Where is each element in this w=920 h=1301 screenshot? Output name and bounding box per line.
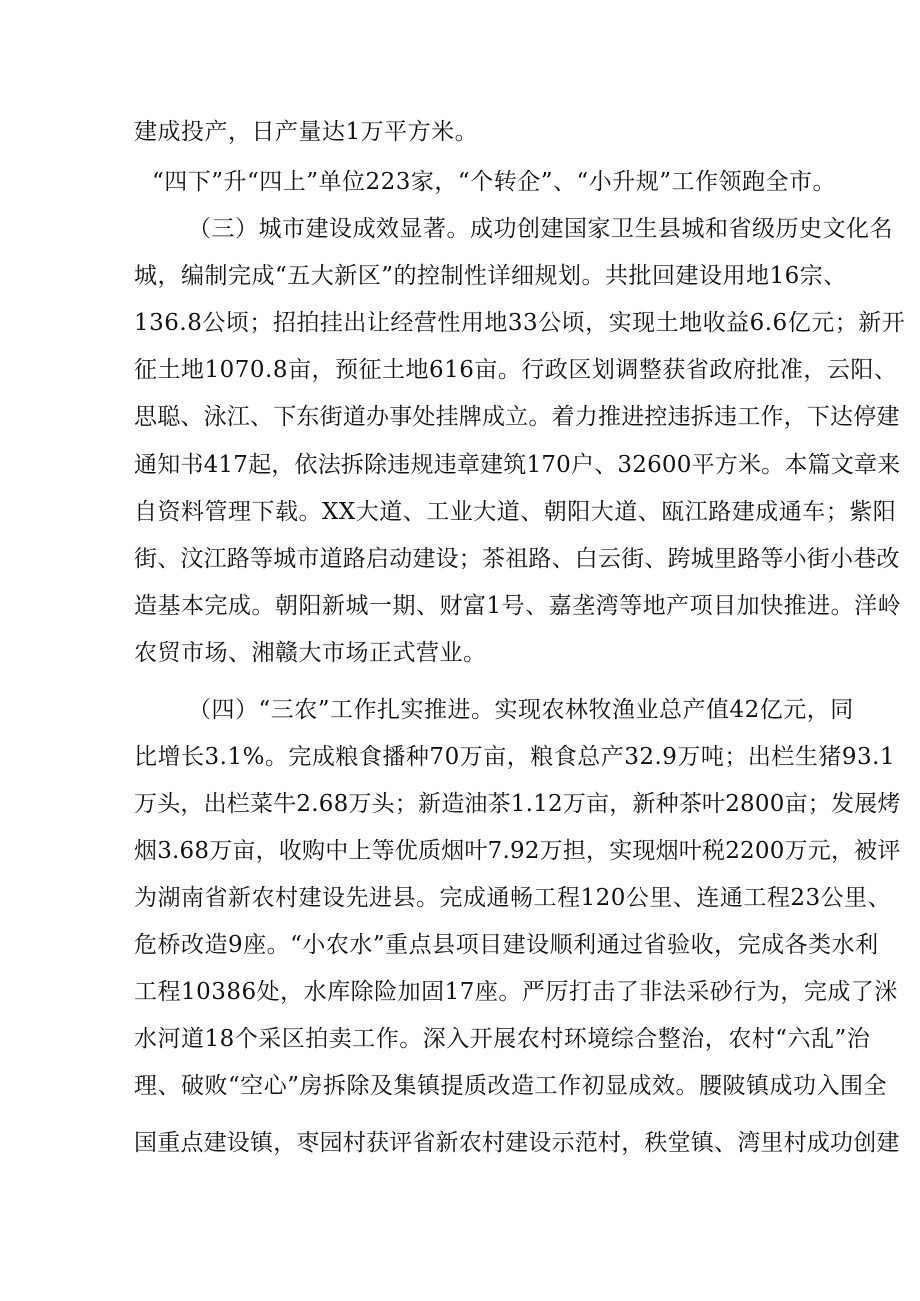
text-line: 工程10386处，水库除险加固17座。严厉打击了非法采砂行为，完成了洣 — [134, 979, 898, 1005]
text-line: 农贸市场、湘赣大市场正式营业。 — [134, 640, 487, 666]
text-line: （四）“三农”工作扎实推进。实现农林牧渔业总产值42亿元，同 — [188, 697, 854, 723]
text-line: 水河道18个采区拍卖工作。深入开展农村环境综合整治，农村“六乱”治 — [134, 1026, 871, 1052]
text-line: 自资料管理下载。XX大道、工业大道、朝阳大道、瓯江路建成通车；紫阳 — [134, 499, 897, 525]
text-line: 征土地1070.8亩，预征土地616亩。行政区划调整获省政府批准，云阳、 — [134, 357, 898, 383]
text-line: 136.8公顷；招拍挂出让经营性用地33公顷，实现土地收益6.6亿元；新开 — [134, 310, 906, 336]
text-line: 比增长3.1%。完成粮食播种70万亩，粮食总产32.9万吨；出栏生猪93.1 — [134, 744, 896, 770]
text-line: 国重点建设镇，枣园村获评省新农村建设示范村，秩堂镇、湾里村成功创建 — [134, 1130, 900, 1156]
text-line: 理、破败“空心”房拆除及集镇提质改造工作初显成效。腰陂镇成功入围全 — [134, 1073, 888, 1099]
text-line: 建成投产，日产量达1万平方米。 — [134, 119, 479, 145]
text-line: “四下”升“四上”单位223家，“个转企”、“小升规”工作领跑全市。 — [152, 169, 836, 195]
text-line: 危桥改造9座。“小农水”重点县项目建设顺利通过省验收，完成各类水利 — [134, 932, 879, 958]
text-line: 城，编制完成“五大新区”的控制性详细规划。共批回建设用地16宗、 — [134, 263, 847, 289]
text-line: （三）城市建设成效显著。成功创建国家卫生县城和省级历史文化名 — [188, 216, 893, 242]
text-line: 为湖南省新农村建设先进县。完成通畅工程120公里、连通工程23公里、 — [134, 885, 892, 911]
text-line: 烟3.68万亩，收购中上等优质烟叶7.92万担，实现烟叶税2200万元，被评 — [134, 838, 901, 864]
text-line: 街、汶江路等城市道路启动建设；茶祖路、白云街、跨城里路等小街小巷改 — [134, 546, 900, 572]
text-line: 通知书417起，依法拆除违规违章建筑170户、32600平方米。本篇文章来 — [134, 452, 901, 478]
text-line: 造基本完成。朝阳新城一期、财富1号、嘉垄湾等地产项目加快推进。洋岭 — [134, 593, 902, 619]
text-line: 思聪、泳江、下东街道办事处挂牌成立。着力推进控违拆违工作，下达停建 — [134, 404, 900, 430]
text-line: 万头，出栏菜牛2.68万头；新造油茶1.12万亩，新种茶叶2800亩；发展烤 — [134, 791, 901, 817]
